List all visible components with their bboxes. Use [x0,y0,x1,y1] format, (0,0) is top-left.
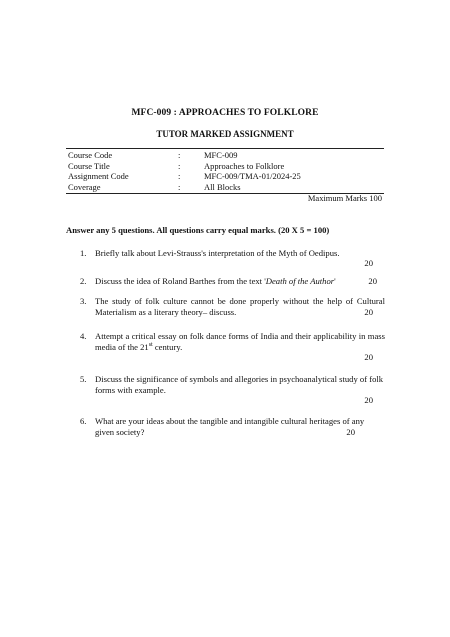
question-marks: 20 [364,395,373,405]
question-1 [80,248,385,268]
info-value: All Blocks [204,181,241,192]
question-number: 4. [80,331,87,341]
question-text-part: century. [152,341,183,352]
question-marks: 20 [368,276,377,286]
question-marks: 20 [364,352,373,362]
question-text-part: ' [334,276,336,286]
question-text: Briefly talk about Levi-Strauss's interpretation of the Myth of Oedipus. [95,248,340,258]
info-label: Course Title [68,160,110,171]
question-text: The study of folk culture cannot be done properly without the help of Cultural Materialism as a literary theory– discuss. [95,296,385,317]
info-colon: : [178,181,181,192]
question-text [95,276,385,287]
question-text: Discuss the significance of symbols and allegories in psychoanalytical study of folk forms with example. [95,374,384,395]
instructions: Answer any 5 questions. All questions carry equal marks. (20 X 5 = 100) [66,225,330,235]
course-info-table [66,148,384,194]
info-colon: : [178,171,181,181]
info-label: Coverage [68,181,101,192]
info-value: MFC-009/TMA-01/2024-25 [204,171,301,181]
info-value: MFC-009 [204,150,238,160]
info-label: Course Code [68,150,113,160]
page-subtitle: TUTOR MARKED ASSIGNMENT [156,129,294,139]
page-title: MFC-009 : APPROACHES TO FOLKLORE [131,108,319,118]
question-4 [80,331,385,362]
info-row-course-code [66,150,384,161]
question-3 [80,296,385,317]
question-number: 6. [80,416,87,426]
info-colon: : [178,160,181,171]
question-number: 2. [80,276,87,286]
info-row-assignment-code [66,171,384,182]
info-row-coverage [66,182,384,193]
question-text-italic: Death of the Author [265,276,335,286]
question-number: 3. [80,296,87,306]
info-value: Approaches to Folklore [204,160,285,171]
question-6 [80,416,385,437]
question-5 [80,374,385,405]
question-2 [80,276,385,287]
question-marks: 20 [346,426,355,437]
question-number: 5. [80,374,87,384]
question-text: What are your ideas about the tangible and intangible cultural heritages of any given society? [95,416,365,437]
question-marks: 20 [364,306,373,317]
question-text-part: Attempt a critical essay on folk dance forms of India and their applicability in mass media of the 21 [95,331,385,352]
info-colon: : [178,150,181,160]
info-label: Assignment Code [68,171,129,181]
question-text [95,331,385,352]
question-marks: 20 [364,258,373,268]
question-text-part: Discuss the idea of Roland Barthes from the text ' [95,276,266,286]
info-row-course-title [66,161,384,172]
maximum-marks: Maximum Marks 100 [307,193,382,203]
ordinal-suffix: st [148,341,153,348]
question-number: 1. [80,248,87,258]
